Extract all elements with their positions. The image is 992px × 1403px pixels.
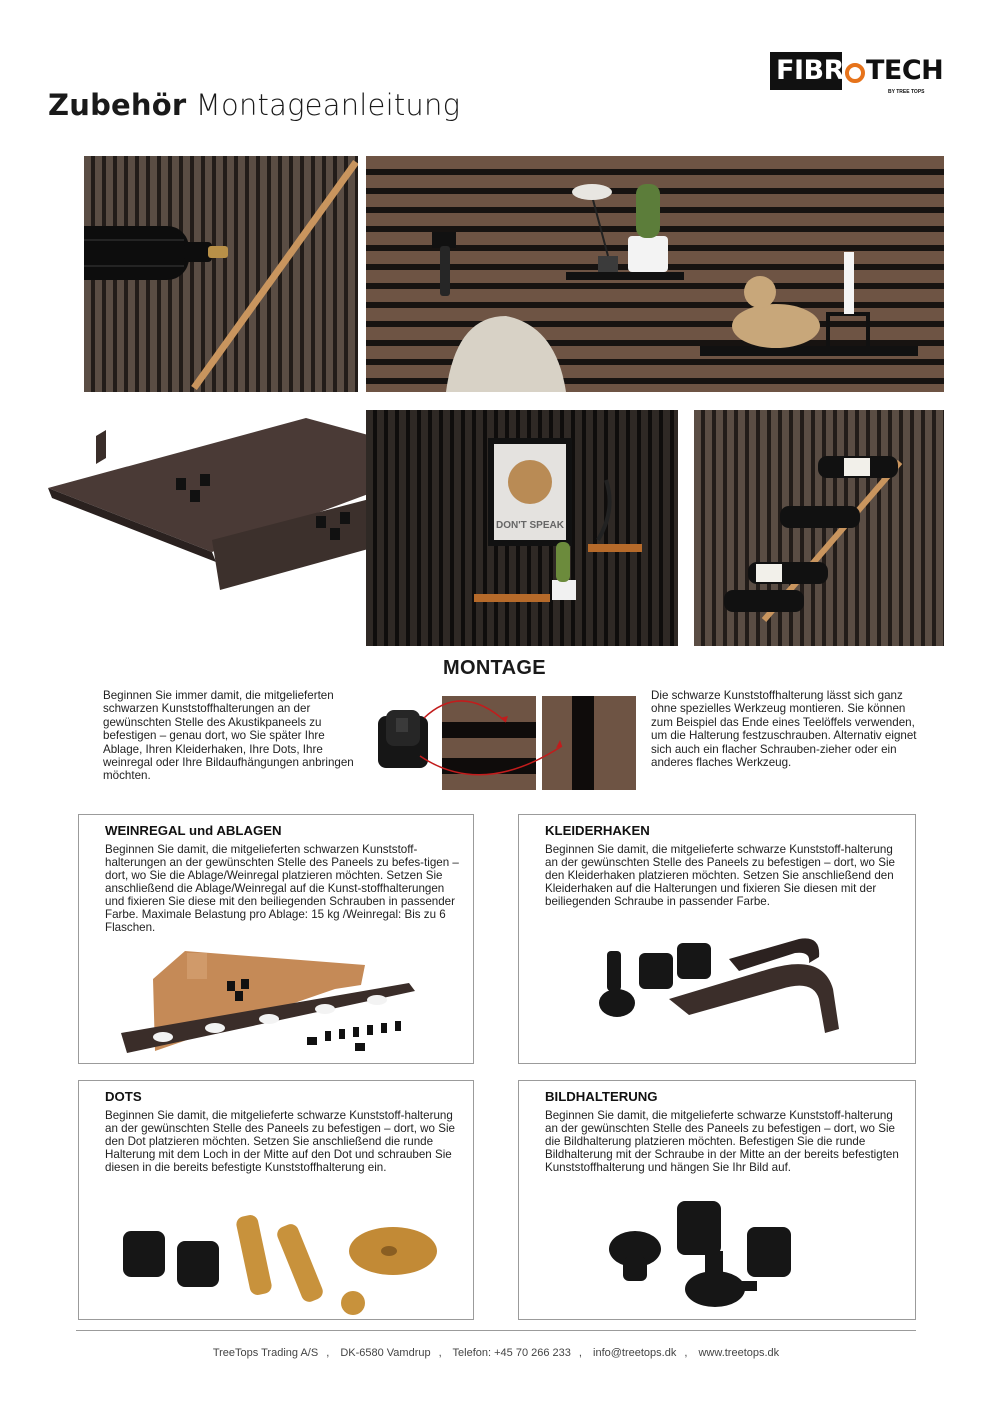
weinregal-products xyxy=(115,949,445,1061)
kleiderhaken-title: KLEIDERHAKEN xyxy=(545,823,650,838)
montage-diagram xyxy=(372,688,640,792)
wine-rack-illustration xyxy=(84,156,358,392)
shelf-copper-right xyxy=(588,544,642,552)
title-bold: Zubehör xyxy=(48,88,187,122)
montage-illustration xyxy=(372,688,640,792)
screws-icon xyxy=(307,1021,401,1051)
photo-picture-hanger xyxy=(366,410,678,646)
photo-shelves-horizontal xyxy=(366,156,944,392)
wine-bottles-illustration xyxy=(694,410,944,646)
figurine-icon xyxy=(598,480,610,540)
footer-web[interactable]: www.treetops.dk xyxy=(698,1347,780,1359)
bildhalterung-body: Beginnen Sie damit, die mitgelieferte schwarze Kunststoff-halterung an der gewünschten Stelle des Paneels zu befestigen – dort, wo Sie die Bildhalterung platzieren möchten. Befestigen Sie die runde Bildhalterung mit der Schraube in der Mitte an der bereits befestigten Kunststoffhalterung und hängen Sie Ihr Bild auf. xyxy=(545,1109,899,1174)
montage-left-text: Beginnen Sie immer damit, die mitgelieferten schwarzen Kunststoffhalterungen an der gewünschten Stelle des Akustikpaneels zu befestigen – genau dort, wo Sie später Ihre Ablage, Ihren Kleiderhaken, Ihre Dots, Ihre weinregal oder Ihre Bildaufhängungen anbringen möchten. xyxy=(103,689,354,783)
footer-address: DK-6580 Vamdrup xyxy=(340,1347,431,1359)
kleiderhaken-products xyxy=(589,929,869,1045)
cactus-pot-icon xyxy=(552,580,576,600)
page-title xyxy=(48,88,460,122)
logo-box-text: FIBR xyxy=(770,52,842,90)
logo-rest xyxy=(844,52,943,90)
plastic-bracket-icon xyxy=(378,710,428,768)
section-weinregal xyxy=(78,814,474,1064)
weinregal-title: WEINREGAL und ABLAGEN xyxy=(105,823,282,838)
title-light: Montageanleitung xyxy=(195,88,461,122)
dots-body: Beginnen Sie damit, die mitgelieferte schwarze Kunststoff-halterung an der gewünschten Stelle des Paneels zu befestigen – dort, wo Sie den Dot platzieren möchten. Setzen Sie anschließend die runde Halterung mit dem Loch in der Mitte auf den Dot und schrauben Sie diesen in die bereits befestigte Kunststoffhalterung ein. xyxy=(105,1109,455,1174)
section-kleiderhaken xyxy=(518,814,916,1064)
wood-rod xyxy=(194,162,356,388)
photo-wine-rack-bottles xyxy=(694,410,944,646)
shelf-large xyxy=(700,346,918,356)
footer-phone: Telefon: +45 70 266 233 xyxy=(452,1347,571,1359)
gold-dot-pins-icon xyxy=(235,1214,365,1315)
logo-tagline: BY TREE TOPS xyxy=(888,89,925,95)
photo-shelf-product xyxy=(40,412,370,648)
logo-rest-text: TECH xyxy=(866,55,944,86)
shelf-small xyxy=(566,272,684,280)
poster-text: DON'T SPEAK xyxy=(496,520,564,531)
dot-brackets-icon xyxy=(123,1231,219,1287)
picture-hanger-icon xyxy=(609,1201,791,1307)
footer-divider xyxy=(76,1330,916,1331)
bildhalterung-products xyxy=(605,1195,825,1317)
photo-wine-rack xyxy=(84,156,358,392)
kleiderhaken-body: Beginnen Sie damit, die mitgelieferte schwarze Kunststoff-halterung an der gewünschten Stelle des Paneels zu befestigen – dort, wo Sie den Kleiderhaken platzieren möchten. Setzen Sie anschließend den Kleiderhaken auf die Halterungen und fixieren Sie diesen mit der beiliegenden Schraube in passender Farbe. xyxy=(545,843,895,908)
plant-pot-icon xyxy=(628,236,668,272)
wooden-bird-icon xyxy=(732,304,820,348)
montage-heading: MONTAGE xyxy=(443,657,546,679)
wine-bottles-icon xyxy=(724,456,898,612)
candle-holder-icon xyxy=(828,314,868,348)
shelf-copper-left xyxy=(474,594,550,602)
bildhalterung-title: BILDHALTERUNG xyxy=(545,1089,658,1104)
coat-icon xyxy=(446,316,566,392)
dots-title: DOTS xyxy=(105,1089,142,1104)
wine-bottle-icon xyxy=(84,226,228,280)
dots-products xyxy=(113,1209,453,1315)
poster-illustration xyxy=(366,410,678,646)
shelves-illustration xyxy=(366,156,944,392)
logo-o-ring-icon xyxy=(845,63,865,83)
coat-hook-icon xyxy=(432,232,456,248)
weinregal-body: Beginnen Sie damit, die mitgelieferten schwarzen Kunststoff-halterungen an der gewünschten Stelle des Paneels zu befes-tigen – dort, wo Sie die Ablage/Weinregal platzieren möchten. Setzen Sie anschließend die Ablage/Weinregal auf die Kunst-stoffhalterungen und fixieren Sie diese mit den beiliegenden Schrauben in passender Farbe. Maximale Belastung pro Ablage: 15 kg /Weinregal: Bis zu 6 Flaschen. xyxy=(105,843,459,934)
shelf-product-illustration xyxy=(40,412,370,648)
monkey-icon xyxy=(508,460,552,504)
montage-right-text: Die schwarze Kunststoffhalterung lässt sich ganz ohne spezielles Werkzeug montieren. Sie können zum Beispiel das Ende eines Teelöffels verwenden, um die Halterung festzuschrauben. Alternativ eignet sich auch ein flacher Schrauben-zieher oder ein anderes flaches Werkzeug. xyxy=(651,689,917,770)
bird-figure-icon xyxy=(572,184,612,200)
footer-company: TreeTops Trading A/S xyxy=(212,1347,319,1359)
section-bildhalterung xyxy=(518,1080,916,1320)
cactus-icon xyxy=(636,184,660,238)
footer: TreeTops Trading A/S , DK-6580 Vamdrup , Telefon: +45 70 266 233 , info@treetops.dk , www.treetops.dk xyxy=(212,1347,780,1359)
section-dots xyxy=(78,1080,474,1320)
footer-email[interactable]: info@treetops.dk xyxy=(593,1347,677,1359)
